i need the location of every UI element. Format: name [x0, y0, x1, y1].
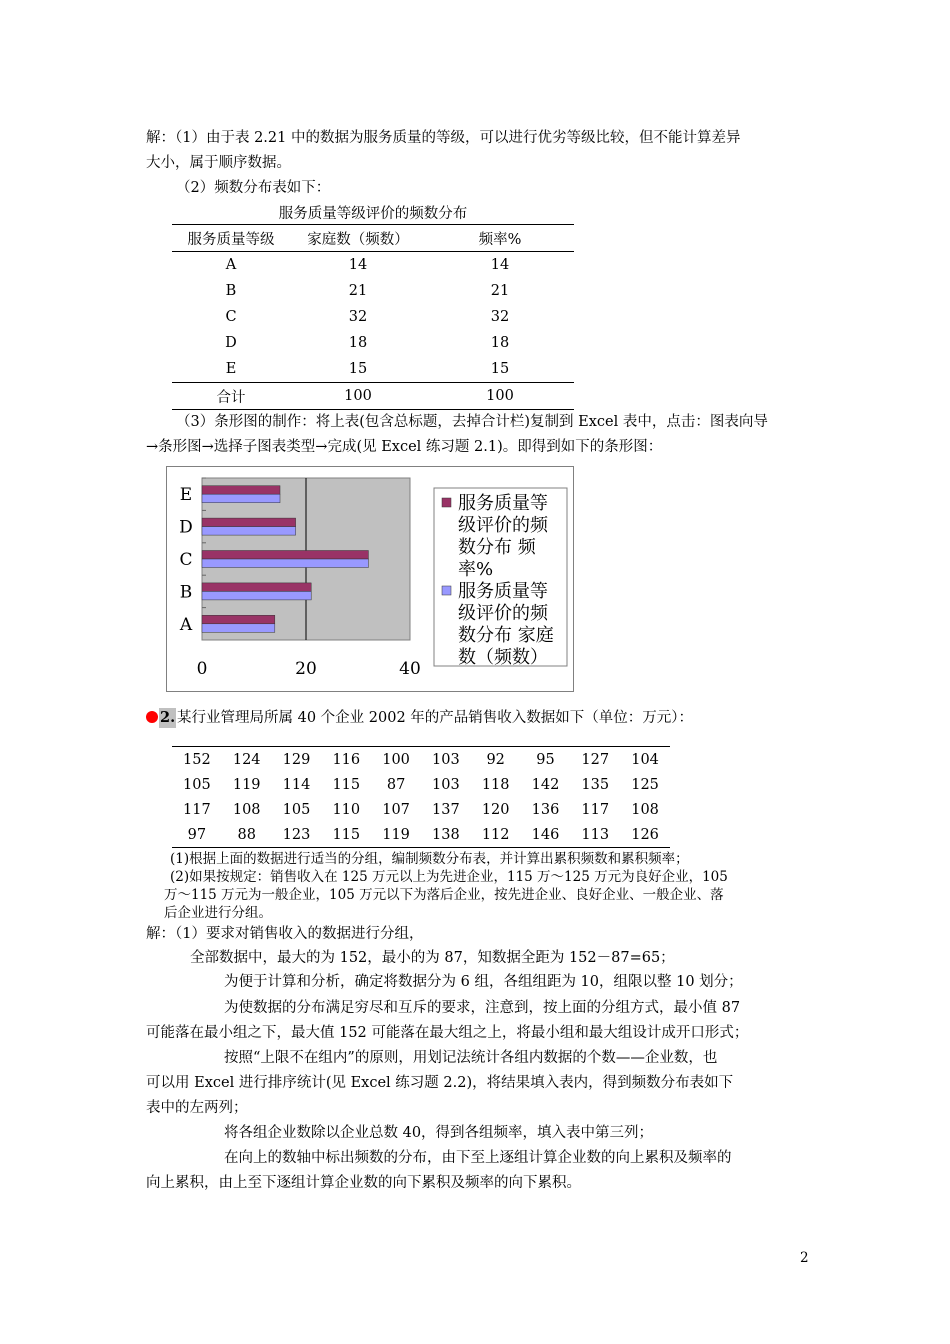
freq-table-header — [172, 225, 574, 252]
solution2-line9: 将各组企业数除以企业总数 40，得到各组频率，填入表中第三列； — [224, 1125, 654, 1141]
legend-label: 数分布 家庭 — [458, 625, 554, 646]
bar-chart — [166, 466, 574, 692]
solution2-line10: 在向上的数轴中标出频数的分布，由下至上逐组计算企业数的向上累积及频率的 — [224, 1150, 732, 1166]
legend-swatch — [442, 586, 451, 595]
bar — [202, 518, 296, 527]
freq-table-row — [172, 356, 574, 383]
sales-cell: 97 — [172, 822, 222, 848]
sales-cell: 100 — [371, 747, 421, 773]
sales-cell: 120 — [481, 801, 510, 818]
solution1-line2: 大小，属于顺序数据。 — [146, 155, 291, 171]
solution2-line7: 可以用 Excel 进行排序统计(见 Excel 练习题 2.2)，将结果填入表内，得到频数分布表如下 — [146, 1075, 734, 1091]
sales-row — [172, 797, 670, 822]
x-tick-label: 20 — [295, 659, 317, 679]
sales-cell: 117 — [183, 801, 211, 818]
sales-row — [172, 747, 670, 773]
freq-header-cell: 服务质量等级 — [172, 225, 290, 252]
freq-table-row — [172, 304, 574, 330]
freq-cell: 15 — [490, 361, 510, 377]
bar — [202, 615, 275, 624]
freq-cell: C — [225, 309, 237, 325]
sales-cell: 118 — [481, 776, 510, 793]
freq-cell: D — [225, 335, 237, 351]
freq-cell: 18 — [348, 335, 368, 351]
y-category-label: A — [179, 614, 193, 635]
x-tick-label: 40 — [399, 659, 421, 679]
question2-part1: (1)根据上面的数据进行适当的分组，编制频数分布表，并计算出累积频数和累积频率； — [170, 851, 689, 867]
sales-row — [172, 822, 670, 848]
freq-cell: 21 — [348, 283, 368, 299]
freq-table-row — [172, 330, 574, 356]
sales-cell: 123 — [272, 822, 322, 848]
legend-label: 服务质量等 — [458, 581, 548, 602]
sales-cell: 87 — [386, 776, 406, 793]
sales-cell: 152 — [172, 747, 222, 773]
freq-table-total-row — [172, 383, 574, 410]
sales-cell: 103 — [432, 776, 460, 793]
sales-cell: 137 — [432, 801, 460, 818]
sales-data-table — [172, 746, 670, 848]
freq-header-cell: 频率% — [426, 225, 574, 252]
bar — [202, 591, 311, 600]
bar — [202, 551, 368, 560]
bar-instructions-line2: →条形图→选择子图表类型→完成(见 Excel 练习题 2.1)。即得到如下的条形图： — [146, 439, 663, 455]
freq-cell: 32 — [490, 309, 510, 325]
freq-cell: 18 — [490, 335, 510, 351]
sales-cell: 116 — [321, 747, 371, 773]
sales-cell: 127 — [570, 747, 620, 773]
solution1-line1: 解：（1）由于表 2.21 中的数据为服务质量的等级，可以进行优劣等级比较，但不能计算差异 — [146, 130, 741, 146]
solution2-line1: 解：（1）要求对销售收入的数据进行分组， — [146, 926, 424, 942]
sales-cell: 135 — [581, 776, 610, 793]
sales-cell: 104 — [620, 747, 670, 773]
legend-label: 级评价的频 — [458, 603, 548, 624]
freq-cell: 32 — [348, 309, 368, 325]
red-bullet-icon — [146, 711, 158, 723]
legend-label: 率% — [458, 559, 494, 580]
freq-total-cell: 合计 — [172, 383, 290, 410]
sales-cell: 115 — [321, 822, 371, 848]
freq-cell: E — [225, 361, 237, 377]
solution2-line3: 为便于计算和分析，确定将数据分为 6 组，各组组距为 10，组限以整 10 划分； — [224, 974, 743, 990]
legend-swatch — [442, 498, 451, 507]
sales-cell: 119 — [371, 822, 421, 848]
freq-cell: 14 — [348, 257, 368, 273]
legend-label: 服务质量等 — [458, 493, 548, 514]
freq-cell: B — [225, 283, 237, 299]
freq-total-cell: 100 — [426, 383, 574, 410]
sales-cell: 105 — [282, 801, 311, 818]
sales-cell: 112 — [471, 822, 521, 848]
sales-cell: 113 — [570, 822, 620, 848]
freq-total-cell: 100 — [290, 383, 426, 410]
bar — [202, 486, 280, 495]
page-number: 2 — [800, 1250, 809, 1266]
sales-cell: 95 — [521, 747, 571, 773]
sales-cell: 92 — [471, 747, 521, 773]
bar — [202, 559, 368, 568]
solution1-line3: （2）频数分布表如下： — [176, 180, 331, 196]
bar-instructions-line1: （3）条形图的制作：将上表(包含总标题，去掉合计栏)复制到 Excel 表中，点击：图表向导 — [176, 414, 768, 430]
legend-label: 级评价的频 — [458, 515, 548, 536]
freq-cell: 14 — [490, 257, 510, 273]
question2-part2-line3: 后企业进行分组。 — [164, 905, 272, 921]
sales-cell: 115 — [332, 776, 361, 793]
freq-cell: 15 — [348, 361, 368, 377]
question2-part2-line2: 万～115 万元为一般企业，105 万元以下为落后企业，按先进企业、良好企业、一般企业、落 — [164, 887, 724, 903]
sales-cell: 105 — [183, 776, 211, 793]
sales-cell: 117 — [581, 801, 610, 818]
solution2-line11: 向上累积，由上至下逐组计算企业数的向下累积及频率的向下累积。 — [146, 1175, 581, 1191]
sales-cell: 114 — [282, 776, 311, 793]
bar — [202, 583, 311, 592]
legend-label: 数（频数） — [458, 647, 548, 668]
freq-table — [172, 224, 574, 410]
bar — [202, 494, 280, 503]
sales-cell: 124 — [222, 747, 272, 773]
sales-cell: 110 — [332, 801, 361, 818]
question2-number: 2. — [160, 709, 176, 726]
freq-cell: A — [225, 257, 237, 273]
sales-cell: 119 — [232, 776, 261, 793]
freq-cell: 21 — [490, 283, 510, 299]
sales-cell: 142 — [531, 776, 560, 793]
freq-header-cell: 家庭数（频数） — [290, 225, 426, 252]
sales-cell: 146 — [521, 822, 571, 848]
freq-table-row — [172, 252, 574, 279]
sales-cell: 129 — [272, 747, 322, 773]
y-category-label: D — [179, 517, 193, 538]
y-category-label: C — [179, 550, 193, 570]
question2-text: 某行业管理局所属 40 个企业 2002 年的产品销售收入数据如下（单位：万元）： — [177, 710, 694, 726]
freq-table-row — [172, 278, 574, 304]
freq-table-title: 服务质量等级评价的频数分布 — [278, 206, 468, 222]
bar — [202, 527, 296, 536]
sales-cell: 88 — [222, 822, 272, 848]
sales-cell: 108 — [232, 801, 261, 818]
sales-cell: 138 — [421, 822, 471, 848]
solution2-line6: 按照“上限不在组内”的原则，用划记法统计各组内数据的个数——企业数，也 — [224, 1050, 718, 1066]
sales-cell: 108 — [631, 801, 659, 818]
y-category-label: E — [179, 485, 193, 506]
x-tick-label: 0 — [196, 659, 208, 679]
sales-cell: 125 — [631, 776, 659, 793]
solution2-line4: 为使数据的分布满足穷尽和互斥的要求，注意到，按上面的分组方式，最小值 87 — [224, 1000, 741, 1016]
bar — [202, 624, 275, 633]
solution2-line2: 全部数据中，最大的为 152，最小的为 87，知数据全距为 152－87=65； — [190, 950, 675, 966]
sales-cell: 107 — [382, 801, 410, 818]
y-category-label: B — [179, 582, 193, 603]
solution2-line5: 可能落在最小组之下，最大值 152 可能落在最大组之上，将最小组和最大组设计成开口形式； — [146, 1025, 749, 1041]
sales-row — [172, 772, 670, 797]
sales-cell: 136 — [531, 801, 560, 818]
legend-label: 数分布 频 — [458, 537, 536, 558]
question2-part2-line1: (2)如果按规定：销售收入在 125 万元以上为先进企业，115 万～125 万元为良好企业，105 — [170, 869, 728, 885]
solution2-line8: 表中的左两列； — [146, 1100, 248, 1116]
sales-cell: 103 — [421, 747, 471, 773]
sales-cell: 126 — [620, 822, 670, 848]
